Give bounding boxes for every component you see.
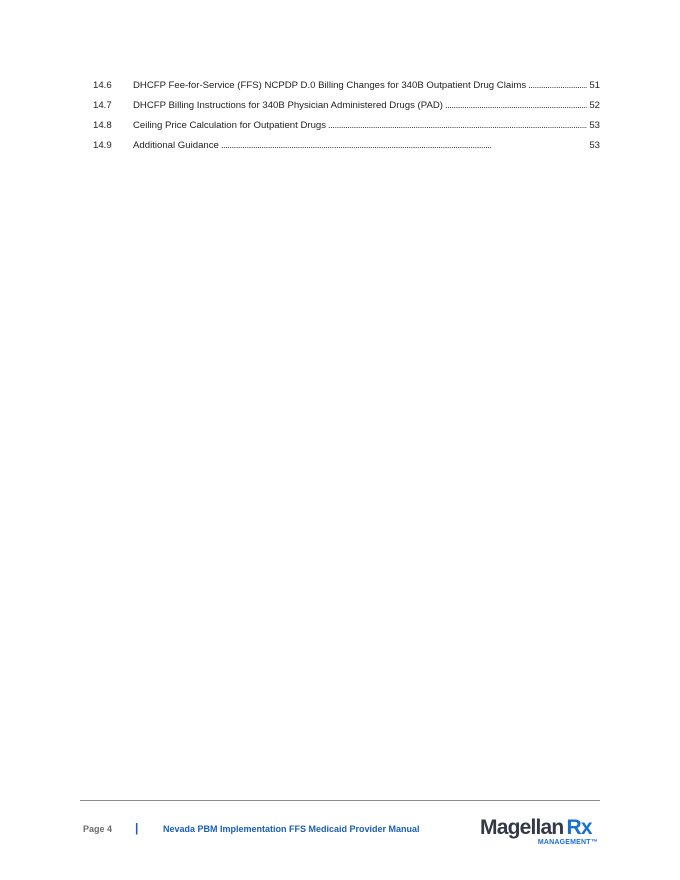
footer-page-number: Page 4 bbox=[83, 824, 113, 834]
toc-entry[interactable] bbox=[93, 140, 600, 160]
magellan-rx-logo bbox=[480, 815, 600, 853]
toc-entry-number: 14.9 bbox=[93, 140, 112, 151]
toc-dot-leader bbox=[221, 140, 587, 151]
logo-magellan-text: Magellan bbox=[480, 816, 564, 839]
toc-entry-number: 14.8 bbox=[93, 120, 112, 131]
footer-document-title: Nevada PBM Implementation FFS Medicaid Provider Manual bbox=[163, 824, 420, 834]
toc-dot-leader bbox=[445, 100, 587, 111]
toc-entry-title: DHCFP Fee-for-Service (FFS) NCPDP D.0 Billing Changes for 340B Outpatient Drug Claims bbox=[133, 80, 527, 91]
toc-dot-leader bbox=[328, 120, 587, 131]
logo-wordmark bbox=[480, 815, 592, 841]
toc-entry-page: 53 bbox=[589, 140, 600, 151]
toc-entry[interactable] bbox=[93, 120, 600, 140]
toc-entry-title: Ceiling Price Calculation for Outpatient Drugs bbox=[133, 120, 327, 131]
toc-entry-page: 53 bbox=[589, 120, 600, 131]
toc-dot-leader bbox=[528, 80, 587, 91]
toc-entry-number: 14.6 bbox=[93, 80, 112, 91]
toc-entry[interactable] bbox=[93, 100, 600, 120]
page-footer bbox=[80, 815, 600, 855]
logo-management-text: MANAGEMENT™ bbox=[537, 839, 598, 846]
table-of-contents bbox=[93, 80, 600, 160]
toc-entry-number: 14.7 bbox=[93, 100, 112, 111]
footer-separator: | bbox=[135, 821, 139, 835]
toc-entry[interactable] bbox=[93, 80, 600, 100]
toc-entry-title: DHCFP Billing Instructions for 340B Physician Administered Drugs (PAD) bbox=[133, 100, 443, 111]
toc-entry-page: 51 bbox=[589, 80, 600, 91]
logo-rx-text: Rx bbox=[566, 816, 592, 839]
toc-entry-title: Additional Guidance bbox=[133, 140, 219, 151]
toc-entry-page: 52 bbox=[589, 100, 600, 111]
footer-divider bbox=[80, 800, 600, 801]
